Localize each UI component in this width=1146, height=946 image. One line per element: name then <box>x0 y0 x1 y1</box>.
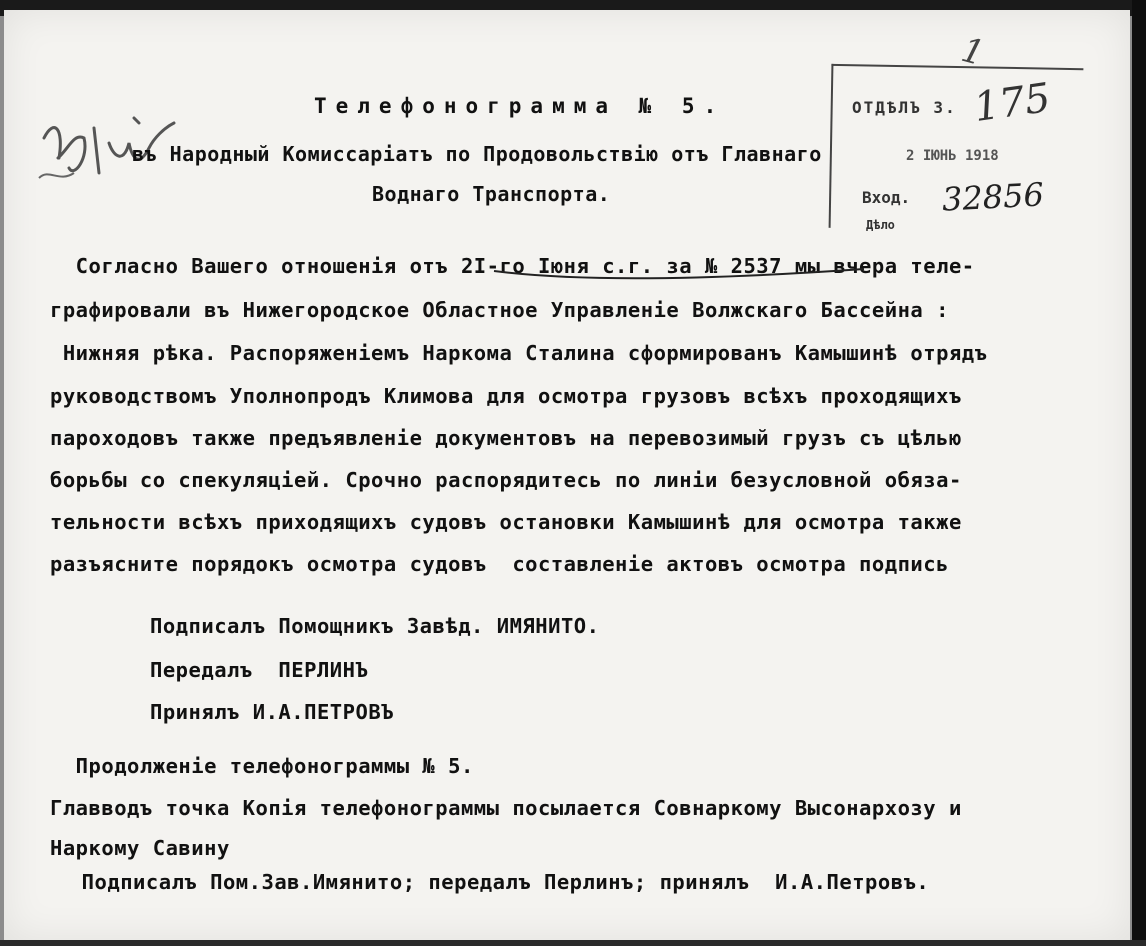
body-line: тельности всѣхъ приходящихъ судовъ остановки Камышинѣ для осмотра также <box>50 510 962 534</box>
stamp-department: ОТДѢЛЪ З. <box>852 98 957 117</box>
photo-frame-right <box>1132 0 1146 946</box>
body-line: пароходовъ также предъявленіе документовъ на перевозимый грузъ съ цѣлью <box>50 426 962 450</box>
document-sheet <box>4 10 1130 940</box>
continuation-line: Главводъ точка Копія телефонограммы посылается Совнаркому Высонархозу и <box>50 796 962 820</box>
document-title: Телефонограмма № 5. <box>314 94 726 118</box>
received-by: Принялъ И.А.ПЕТРОВЪ <box>150 700 394 724</box>
body-line: графировали въ Нижегородское Областное Управленіе Волжскаго Бассейна : <box>50 298 949 322</box>
body-line: Согласно Вашего отношенія отъ 2I-го Іюня с.г. за № 2537 мы вчера теле- <box>50 254 975 278</box>
photo-frame-bottom <box>0 940 1146 946</box>
incoming-number: 32856 <box>941 175 1045 219</box>
continuation-heading: Продолженіе телефонограммы № 5. <box>50 754 474 778</box>
body-line: руководствомъ Уполнопродъ Климова для осмотра грузовъ всѣхъ проходящихъ <box>50 384 962 408</box>
continuation-signatures: Подписалъ Пом.Зав.Имянито; передалъ Перлинъ; принялъ И.А.Петровъ. <box>56 870 930 894</box>
body-line: Нижняя рѣка. Распоряженіемъ Наркома Сталина сформированъ Камышинѣ отрядъ <box>50 341 988 365</box>
reference-underline <box>492 267 866 283</box>
body-line: борьбы со спекуляціей. Срочно распорядитесь по линіи безусловной обяза- <box>50 468 962 492</box>
address-line-2: Воднаго Транспорта. <box>372 182 611 206</box>
stamp-date: 2 ІЮНЬ 1918 <box>906 148 999 164</box>
body-line: разъясните порядокъ осмотра судовъ составленіе актовъ осмотра подпись <box>50 552 949 576</box>
stamp-incoming-label: Вход. <box>862 188 911 207</box>
page-mark: 1 <box>957 29 989 75</box>
signed-by: Подписалъ Помощникъ Завѣд. ИМЯНИТО. <box>150 614 600 638</box>
stamp-case-label: Дѣло <box>866 218 895 232</box>
address-line-1: въ Народный Комиссаріатъ по Продовольствію отъ Главнаго <box>132 142 822 166</box>
folio-number: 175 <box>971 74 1054 132</box>
continuation-line: Наркому Савину <box>50 836 230 860</box>
transmitted-by: Передалъ ПЕРЛИНЪ <box>150 658 369 682</box>
